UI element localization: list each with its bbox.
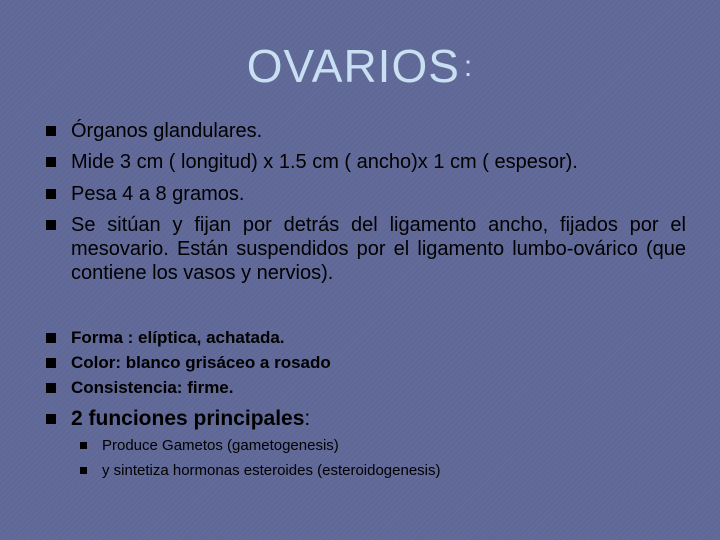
square-bullet-icon	[80, 467, 87, 474]
square-bullet-icon	[46, 358, 56, 368]
list-item-text: Se sitúan y fijan por detrás del ligamento ancho, fijados por el mesovario. Están suspendidos por el ligamento lumbo-ovárico (que contiene los vasos y nervios).	[71, 214, 686, 284]
title-colon: :	[463, 50, 474, 83]
main-point-colon: :	[304, 407, 311, 430]
main-point-label: 2 funciones principales	[71, 407, 305, 430]
square-bullet-icon	[46, 189, 56, 199]
square-bullet-icon	[80, 442, 87, 449]
list-item-text: Forma : elíptica, achatada.	[71, 328, 285, 347]
list-item-text	[71, 406, 686, 432]
square-bullet-icon	[46, 414, 56, 424]
square-bullet-icon	[46, 157, 56, 167]
list-item-text: Mide 3 cm ( longitud) x 1.5 cm ( ancho)x 1 cm ( espesor).	[71, 151, 578, 173]
list-item-text: Pesa 4 a 8 gramos.	[71, 183, 245, 205]
square-bullet-icon	[46, 383, 56, 393]
square-bullet-icon	[46, 126, 56, 136]
sub-list-item-text: Produce Gametos (gametogenesis)	[102, 437, 339, 454]
square-bullet-icon	[46, 333, 56, 343]
list-item-text: Órganos glandulares.	[71, 120, 263, 142]
slide-title	[0, 38, 720, 95]
square-bullet-icon	[46, 220, 56, 230]
sub-list-item-text: y sintetiza hormonas esteroides (esteroidogenesis)	[102, 462, 441, 479]
list-item-text: Color: blanco grisáceo a rosado	[71, 353, 331, 372]
title-text: OVARIOS	[246, 40, 460, 92]
list-item-text: Consistencia: firme.	[71, 378, 234, 397]
